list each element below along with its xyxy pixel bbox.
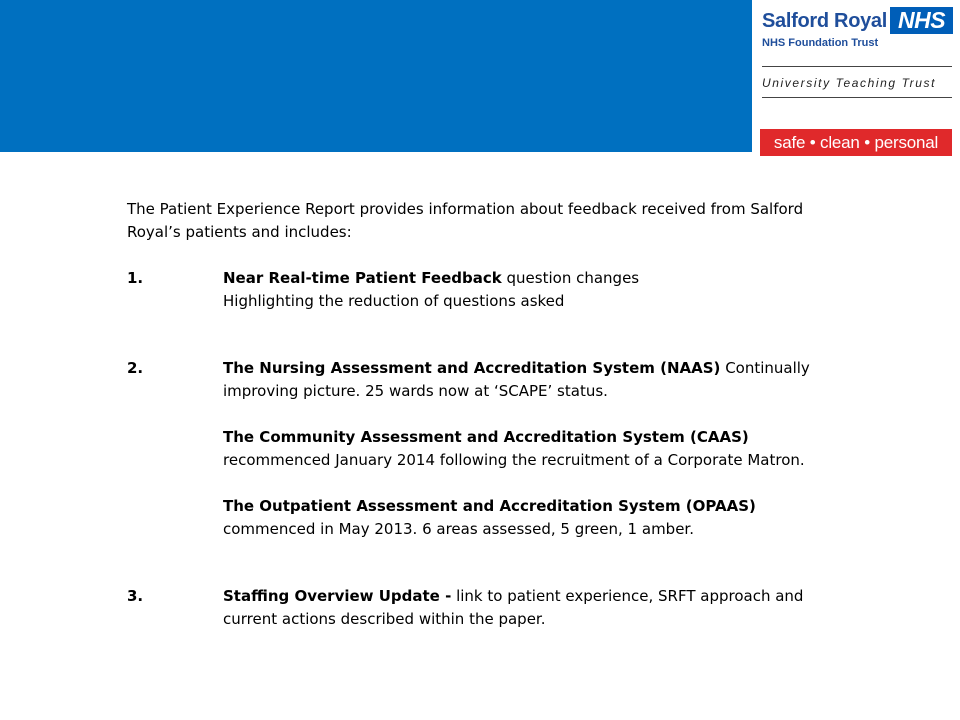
list-item-paragraph <box>223 495 827 541</box>
list-item-number: 3. <box>127 587 144 605</box>
list-item <box>127 267 827 313</box>
list-item-paragraph <box>223 267 827 290</box>
list-item-heading: Near Real-time Patient Feedback <box>223 269 502 287</box>
list-item-heading: The Community Assessment and Accreditation System (CAAS) <box>223 428 749 446</box>
spacer <box>127 541 827 585</box>
spacer <box>127 313 827 357</box>
logo-divider-top <box>762 66 952 67</box>
list-item-paragraph <box>223 585 827 631</box>
list-item-heading: The Nursing Assessment and Accreditation System (NAAS) <box>223 359 721 377</box>
list-item-text: question changes <box>501 269 640 287</box>
list-item-number: 1. <box>127 269 144 287</box>
report-intro: The Patient Experience Report provides information about feedback received from Salford Royal’s patients and includes: <box>127 200 804 241</box>
list-item-paragraph <box>223 290 827 313</box>
list-item-paragraph <box>223 357 827 403</box>
spacer <box>223 403 827 426</box>
header-banner <box>0 0 752 152</box>
list-item-paragraph <box>223 426 827 472</box>
logo-divider-bottom <box>762 97 952 98</box>
list-item <box>127 357 827 541</box>
logo-tagline: safe • clean • personal <box>760 129 952 156</box>
list-item-text: commenced in May 2013. 6 areas assessed, 5 green, 1 amber. <box>223 520 694 538</box>
logo-subtitle: NHS Foundation Trust <box>762 37 879 49</box>
list-item-heading: The Outpatient Assessment and Accreditation System (OPAAS) <box>223 497 756 515</box>
list-item-text: link to patient experience, SRFT approach and current actions described within the paper. <box>223 587 804 628</box>
list-item-text: Continually improving picture. 25 wards now at ‘SCAPE’ status. <box>223 359 810 400</box>
spacer <box>223 472 827 495</box>
list-item-number: 2. <box>127 359 144 377</box>
trust-logo <box>756 0 960 160</box>
list-item <box>127 585 827 631</box>
report-content <box>127 198 827 631</box>
list-item-text: recommenced January 2014 following the recruitment of a Corporate Matron. <box>223 451 805 469</box>
logo-org-name: Salford Royal <box>762 10 888 32</box>
nhs-badge: NHS <box>890 7 953 34</box>
logo-teaching-line: University Teaching Trust <box>762 76 937 90</box>
list-item-text: Highlighting the reduction of questions asked <box>223 292 565 310</box>
list-item-heading: Staffing Overview Update - <box>223 587 452 605</box>
